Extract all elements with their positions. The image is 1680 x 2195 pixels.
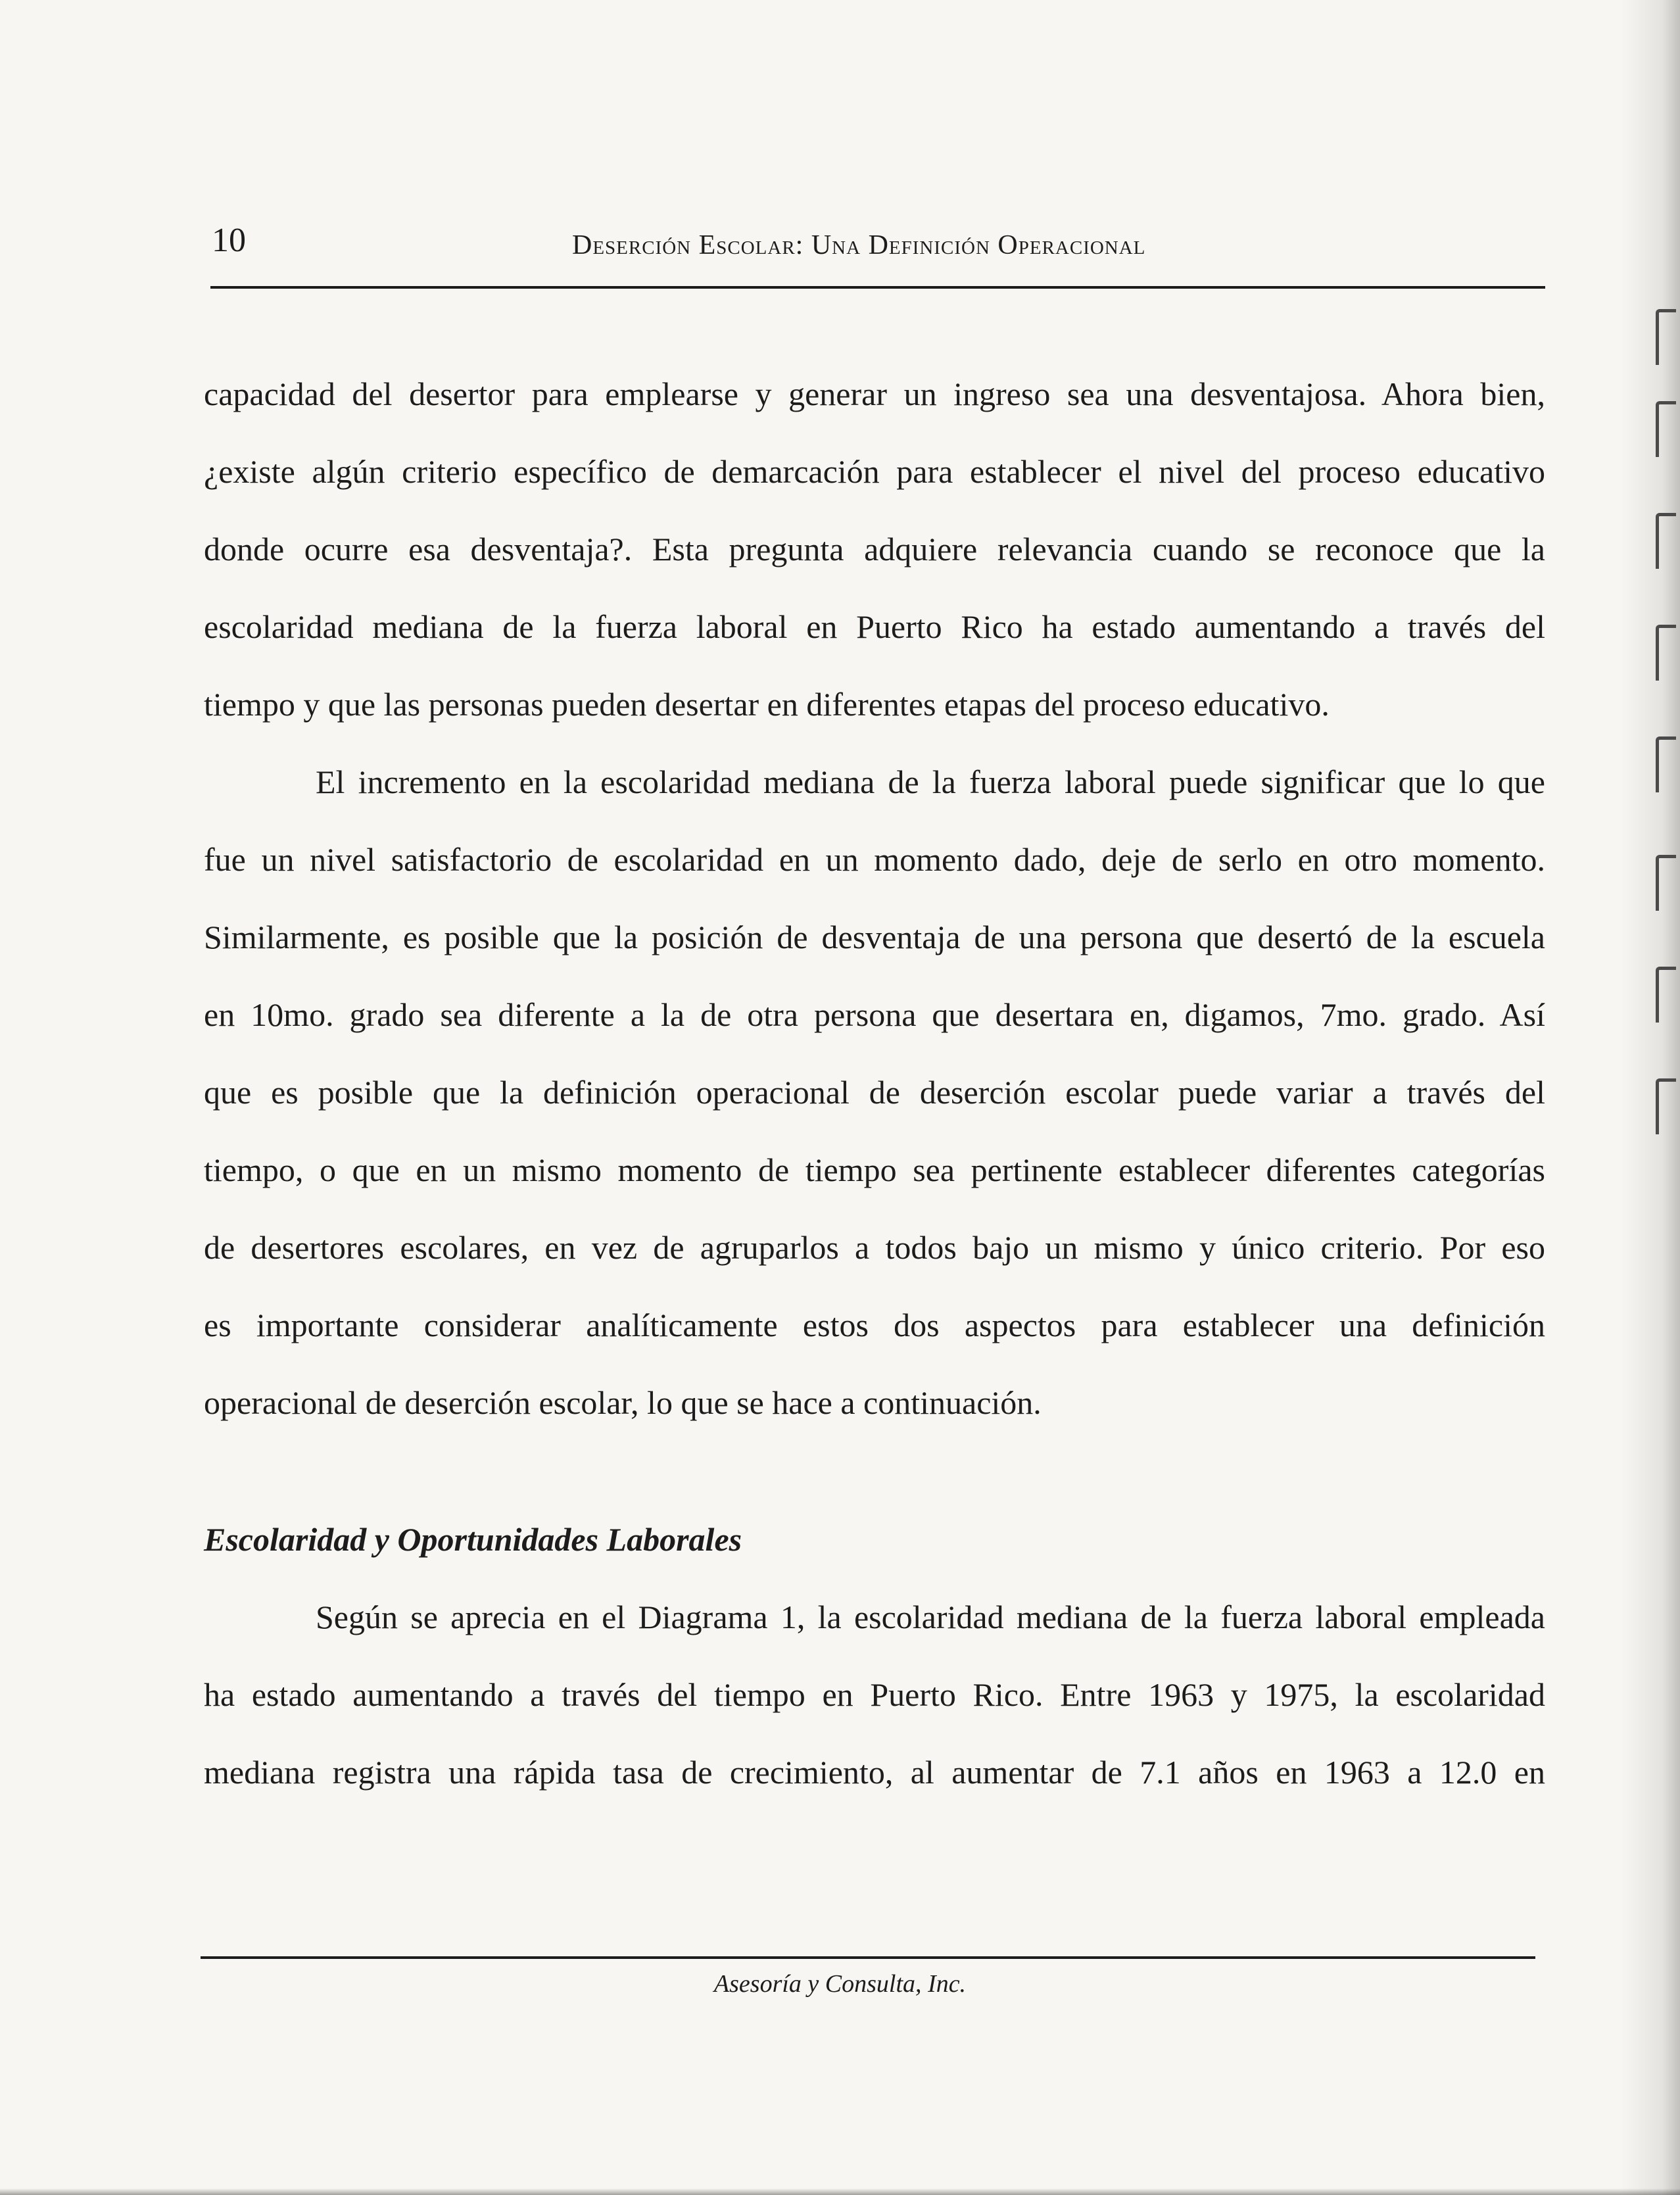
binding-mark — [1656, 309, 1676, 365]
text-line: en 10mo. grado sea diferente a la de otra persona que desertara en, digamos, 7mo. grado. Así — [204, 996, 1545, 1033]
binding-mark — [1656, 401, 1676, 457]
text-line: capacidad del desertor para emplearse y generar un ingreso sea una desventajosa. Ahora bien, — [204, 375, 1545, 412]
binding-mark — [1656, 855, 1676, 911]
scan-bottom-edge — [0, 2188, 1680, 2195]
binding-mark — [1656, 625, 1676, 681]
text-line: Según se aprecia en el Diagrama 1, la escolaridad mediana de la fuerza laboral empleada — [316, 1599, 1545, 1635]
text-line: tiempo y que las personas pueden desertar en diferentes etapas del proceso educativo. — [204, 686, 1330, 723]
text-line: ¿existe algún criterio específico de demarcación para establecer el nivel del proceso educativo — [204, 453, 1545, 490]
paragraph-3 — [204, 1578, 1545, 1811]
text-line: es importante considerar analíticamente estos dos aspectos para establecer una definición — [204, 1307, 1545, 1343]
binding-mark — [1656, 967, 1676, 1023]
text-line: donde ocurre esa desventaja?. Esta pregunta adquiere relevancia cuando se reconoce que la — [204, 531, 1545, 567]
text-line: tiempo, o que en un mismo momento de tiempo sea pertinente establecer diferentes categorías — [204, 1151, 1545, 1188]
section-heading: Escolaridad y Oportunidades Laborales — [204, 1521, 742, 1558]
header-rule — [210, 286, 1545, 289]
text-line: fue un nivel satisfactorio de escolaridad en un momento dado, deje de serlo en otro momento. — [204, 841, 1545, 878]
text-line: ha estado aumentando a través del tiempo en Puerto Rico. Entre 1963 y 1975, la escolaridad — [204, 1676, 1545, 1713]
paragraph-1 — [204, 355, 1545, 743]
footer-publisher: Asesoría y Consulta, Inc. — [713, 1970, 967, 1998]
text-line: escolaridad mediana de la fuerza laboral en Puerto Rico ha estado aumentando a través del — [204, 608, 1545, 645]
body-text — [204, 355, 1545, 1811]
footer-rule — [201, 1956, 1535, 1959]
binding-mark — [1656, 513, 1676, 569]
text-line: mediana registra una rápida tasa de crecimiento, al aumentar de 7.1 años en 1963 a 12.0 en — [204, 1754, 1545, 1791]
text-line: de desertores escolares, en vez de agruparlos a todos bajo un mismo y único criterio. Por eso — [204, 1229, 1545, 1266]
paragraph-2 — [204, 743, 1545, 1441]
text-line: Similarmente, es posible que la posición de desventaja de una persona que desertó de la escuela — [204, 919, 1545, 955]
binding-mark — [1656, 1078, 1676, 1134]
text-line: que es posible que la definición operacional de deserción escolar puede variar a través del — [204, 1074, 1545, 1111]
page-number: 10 — [212, 222, 246, 259]
text-line: operacional de deserción escolar, lo que se hace a continuación. — [204, 1384, 1042, 1421]
text-line: El incremento en la escolaridad mediana de la fuerza laboral puede significar que lo que — [316, 763, 1545, 800]
page-header — [212, 217, 1547, 276]
running-head: Deserción Escolar: Una Definición Operacional — [572, 230, 1146, 260]
binding-mark — [1656, 736, 1676, 792]
